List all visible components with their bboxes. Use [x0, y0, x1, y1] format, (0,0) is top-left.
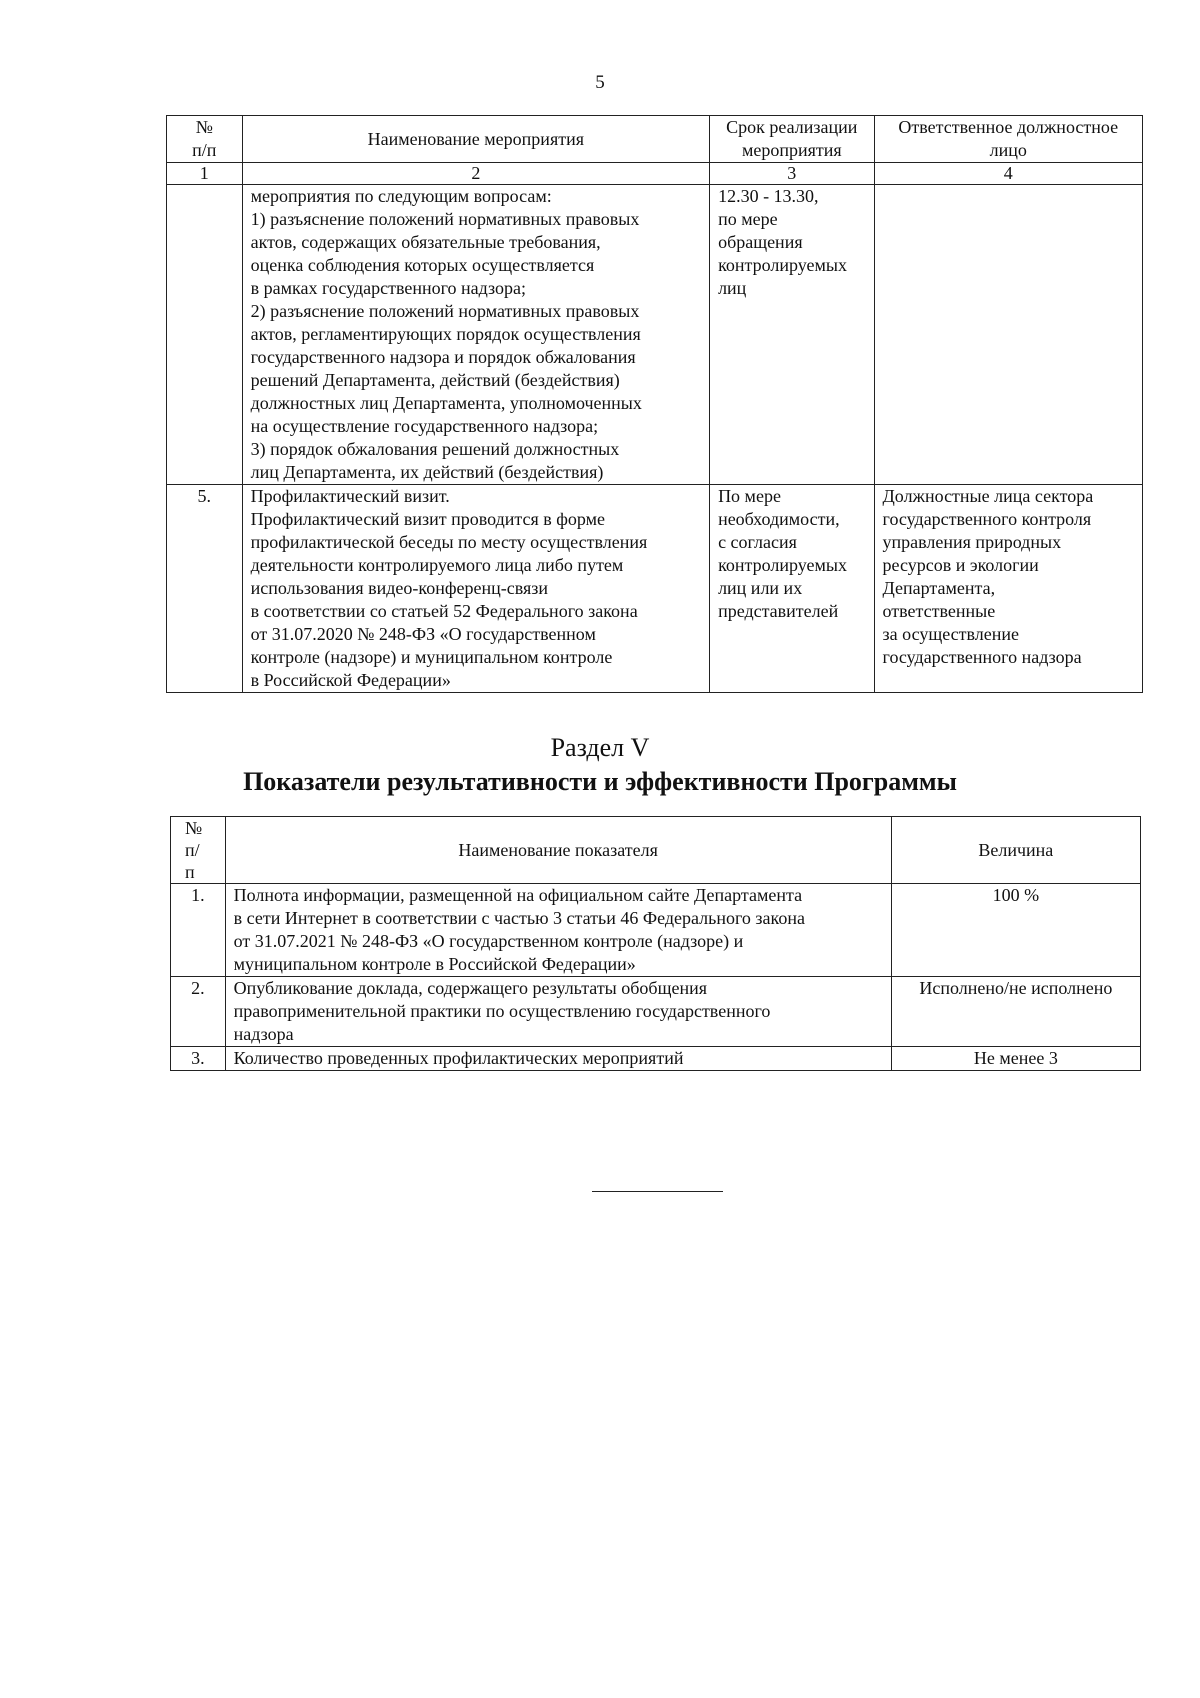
table-row: [171, 1047, 1141, 1071]
column-header-term: Срок реализации мероприятия: [710, 116, 874, 163]
column-header-responsible: Ответственное должностное лицо: [874, 116, 1142, 163]
column-number: 3: [710, 163, 874, 185]
indicator-value: Исполнено/не исполнено: [891, 977, 1140, 1047]
indicator-name: Количество проведенных профилактических мероприятий: [225, 1047, 891, 1071]
column-number-row: [167, 163, 1143, 185]
row-number: 5.: [167, 485, 243, 693]
section-heading: Раздел V: [550, 733, 650, 762]
column-header-value: Величина: [891, 817, 1140, 884]
table-header-row: [171, 817, 1141, 884]
row-number: 1.: [171, 884, 226, 977]
column-header-indicator-name: Наименование показателя: [225, 817, 891, 884]
column-header-number: № п/п: [167, 116, 243, 163]
activity-term: 12.30 - 13.30, по мере обращения контролируемых лиц: [710, 185, 874, 485]
page-number: 5: [595, 72, 605, 93]
indicators-table: [170, 816, 1141, 1071]
indicator-value: Не менее 3: [891, 1047, 1140, 1071]
column-number: 4: [874, 163, 1142, 185]
column-header-activity-name: Наименование мероприятия: [242, 116, 709, 163]
row-number: [167, 185, 243, 485]
indicator-name: Полнота информации, размещенной на официальном сайте Департамента в сети Интернет в соответствии с частью 3 статьи 46 Федерального закона от 31.07.2021 № 248-ФЗ «О государственном контроле (надзоре) и муниципальном контроле в Российской Федерации»: [225, 884, 891, 977]
activities-table: [166, 115, 1143, 693]
table-row: [171, 884, 1141, 977]
end-divider: [592, 1191, 723, 1192]
activity-responsible: [874, 185, 1142, 485]
table-header-row: [167, 116, 1143, 163]
activity-term: По мере необходимости, с согласия контролируемых лиц или их представителей: [710, 485, 874, 693]
column-header-number: № п/ п: [171, 817, 226, 884]
indicator-value: 100 %: [891, 884, 1140, 977]
activity-name: мероприятия по следующим вопросам: 1) разъяснение положений нормативных правовых актов, содержащих обязательные требования, оценка соблюдения которых осуществляется в рамках государственного надзора; 2) разъяснение положений нормативных правовых актов, регламентирующих порядок осуществления государственного надзора и порядок обжалования решений Департамента, действий (бездействия) должностных лиц Департамента, уполномоченных на осуществление государственного надзора; 3) порядок обжалования решений должностных лиц Департамента, их действий (бездействия): [242, 185, 709, 485]
row-number: 2.: [171, 977, 226, 1047]
indicator-name: Опубликование доклада, содержащего результаты обобщения правоприменительной практики по осуществлению государственного надзора: [225, 977, 891, 1047]
activity-responsible: Должностные лица сектора государственного контроля управления природных ресурсов и экологии Департамента, ответственные за осуществление государственного надзора: [874, 485, 1142, 693]
table-row: [167, 185, 1143, 485]
column-number: 1: [167, 163, 243, 185]
section-title: Показатели результативности и эффективности Программы: [243, 767, 957, 796]
row-number: 3.: [171, 1047, 226, 1071]
table-row: [171, 977, 1141, 1047]
table-row: [167, 485, 1143, 693]
activity-name: Профилактический визит. Профилактический визит проводится в форме профилактической беседы по месту осуществления деятельности контролируемого лица либо путем использования видео-конференц-связи в соответствии со статьей 52 Федерального закона от 31.07.2020 № 248-ФЗ «О государственном контроле (надзоре) и муниципальном контроле в Российской Федерации»: [242, 485, 709, 693]
column-number: 2: [242, 163, 709, 185]
